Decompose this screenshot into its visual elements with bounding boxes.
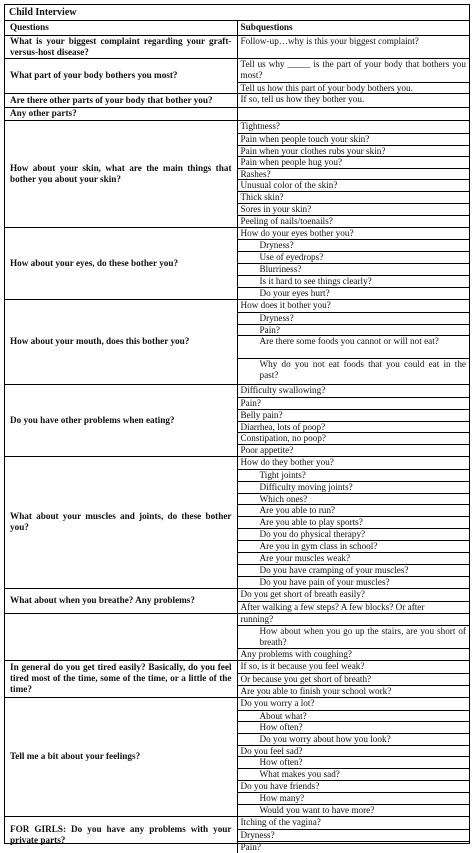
subquestion: Do you worry a lot? <box>240 697 315 708</box>
subquestion: Is it hard to see things clearly? <box>238 275 470 287</box>
question-cell <box>5 93 237 107</box>
subquestion: Dryness? <box>238 312 470 324</box>
subquestion: Pain when people touch your skin? <box>238 133 470 145</box>
subquestion: Pain when your clothes rubs your skin? <box>238 145 470 156</box>
subquestion <box>238 108 470 120</box>
subquestion: Unusual color of the skin? <box>238 179 470 191</box>
subquestions-cell <box>237 93 469 107</box>
subquestions-cell <box>237 299 469 384</box>
subquestion: Dryness? <box>238 829 470 841</box>
table-row <box>5 613 469 660</box>
question-text: What part of your body bothers you most? <box>10 70 178 80</box>
subquestion: How many? <box>238 792 470 804</box>
subquestion: How often? <box>238 721 470 733</box>
question-cell <box>5 384 237 456</box>
subquestions-cell <box>237 456 469 588</box>
subquestion: Diarrhea, lots of poop? <box>238 421 470 432</box>
document-title: Child Interview <box>5 5 469 21</box>
table-row <box>5 299 469 384</box>
subquestions-cell <box>237 697 469 816</box>
question-cell <box>5 227 237 299</box>
header-row <box>5 21 469 35</box>
subquestion: About what? <box>238 710 470 721</box>
table-row <box>5 93 469 107</box>
question-text: Are there other parts of your body that bother you? <box>10 94 213 105</box>
subquestion: Do you have cramping of your muscles? <box>238 564 470 576</box>
subquestions-cell <box>237 816 469 853</box>
subquestion: Rashes? <box>238 168 470 179</box>
subquestions-cell <box>237 120 469 227</box>
subquestion: Are you able to play sports? <box>238 516 470 528</box>
question-text: What about your muscles and joints, do these bother you? <box>10 511 232 532</box>
child-interview-document <box>4 4 470 852</box>
subquestion: Pain? <box>238 841 470 853</box>
table-row <box>5 697 469 816</box>
subquestion: Do you worry about how you look? <box>238 733 470 745</box>
subquestion: Difficulty moving joints? <box>238 481 470 493</box>
header-subquestions: Subquestions <box>240 22 293 33</box>
question-text: How about your skin, what are the main things that bother you about your skin? <box>10 162 232 184</box>
subquestion: Itching of the vagina? <box>240 816 321 827</box>
subquestion: Belly pain? <box>238 409 470 421</box>
subquestion: Pain when people hug you? <box>238 156 470 168</box>
question-cell <box>5 58 237 93</box>
subquestion: Are your muscles weak? <box>238 552 470 564</box>
question-cell <box>5 697 237 816</box>
subquestions-cell <box>237 588 469 613</box>
question-cell <box>5 816 237 853</box>
subquestion: Tell us why _____ is the part of your body that bothers you most? <box>240 58 466 80</box>
subquestion: Blurriness? <box>238 263 470 275</box>
subquestion: How do they bother you? <box>240 456 334 467</box>
subquestion: What makes you sad? <box>238 768 470 780</box>
subquestion: Do you get short of breath easily? <box>240 588 366 599</box>
subquestion: Are you able to run? <box>238 504 470 516</box>
subquestion: Tell us how this part of your body bothers you. <box>238 82 470 93</box>
table-row <box>5 35 469 58</box>
subquestion: Difficulty swallowing? <box>240 384 326 395</box>
subquestion: Do you do physical therapy? <box>238 528 470 540</box>
subquestion: Constipation, no poop? <box>238 432 470 444</box>
question-text: Do you have other problems when eating? <box>10 414 175 425</box>
question-text: Any other parts? <box>10 108 77 118</box>
subquestion: How do your eyes bother you? <box>240 227 354 238</box>
subquestions-cell <box>237 58 469 93</box>
subquestion: Peeling of nails/toenails? <box>238 215 470 227</box>
question-cell <box>5 107 237 120</box>
subquestion: Pain? <box>238 397 470 409</box>
question-cell <box>5 660 237 697</box>
table-row <box>5 588 469 613</box>
table-row <box>5 816 469 853</box>
subquestion: If so, tell us how they bother you. <box>240 93 365 104</box>
subquestion: Dryness? <box>238 239 470 251</box>
subquestions-cell <box>237 107 469 120</box>
subquestions-cell <box>237 613 469 660</box>
question-cell <box>5 299 237 384</box>
subquestion: Why do you not eat foods that you could eat in the past? <box>238 358 470 384</box>
subquestion: How about when you go up the stairs, are you short of breath? <box>238 625 470 648</box>
interview-table-body <box>5 21 469 853</box>
subquestions-cell <box>237 227 469 299</box>
subquestion: Sores in your skin? <box>238 203 470 215</box>
table-row <box>5 384 469 456</box>
subquestion: After walking a few steps? A few blocks? Or after <box>238 601 470 613</box>
question-text: How about your eyes, do these bother you? <box>10 257 179 268</box>
subquestions-cell <box>237 660 469 697</box>
subquestion: Are you able to finish your school work? <box>238 685 470 697</box>
subquestion: running? <box>240 613 274 624</box>
subquestion: Use of eyedrops? <box>238 251 470 263</box>
subquestion: Follow-up…why is this your biggest complaint? <box>240 35 419 46</box>
table-row <box>5 227 469 299</box>
subquestion: If so, is it because you feel weak? <box>240 660 365 671</box>
table-row <box>5 107 469 120</box>
question-text: Tell me a bit about your feelings? <box>10 751 141 761</box>
question-text: In general do you get tired easily? Basically, do you feel tired most of the time, some of the time, or a little of the time? <box>10 662 232 694</box>
subquestion: How does it bother you? <box>240 299 331 310</box>
header-questions: Questions <box>5 21 237 35</box>
question-cell <box>5 613 237 660</box>
subquestions-cell <box>237 384 469 456</box>
subquestion: Do your eyes hurt? <box>238 287 470 299</box>
subquestion: Do you have friends? <box>238 780 470 792</box>
table-row <box>5 660 469 697</box>
subquestion: Poor appetite? <box>238 444 470 456</box>
question-text: FOR GIRLS: Do you have any problems with your private parts? <box>10 823 232 845</box>
subquestion: Do you feel sad? <box>238 745 470 756</box>
question-cell <box>5 588 237 613</box>
question-cell <box>5 120 237 227</box>
table-row <box>5 58 469 93</box>
subquestion: Pain? <box>238 324 470 335</box>
subquestion: Any problems with coughing? <box>238 648 470 660</box>
subquestion: Would you want to have more? <box>238 804 470 816</box>
subquestion: How often? <box>238 756 470 768</box>
subquestion: Thick skin? <box>238 191 470 203</box>
subquestion: Tightness? <box>240 120 280 131</box>
table-row <box>5 456 469 588</box>
interview-table <box>5 21 469 853</box>
subquestion: Do you have pain of your muscles? <box>238 576 470 588</box>
subquestion: Or because you get short of breath? <box>238 673 470 685</box>
subquestion: Are there some foods you cannot or will not eat? <box>238 335 470 358</box>
question-text: What is your biggest complaint regarding your graft-versus-host disease? <box>10 35 232 57</box>
question-cell <box>5 456 237 588</box>
subquestion: Are you in gym class in school? <box>238 540 470 552</box>
question-text: How about your mouth, does this bother you? <box>10 336 190 346</box>
table-row <box>5 120 469 227</box>
subquestions-cell <box>237 35 469 58</box>
question-cell <box>5 35 237 58</box>
subquestion: Tight joints? <box>238 469 470 481</box>
question-text: What about when you breathe? Any problems? <box>10 595 195 605</box>
subquestion: Which ones? <box>238 493 470 504</box>
